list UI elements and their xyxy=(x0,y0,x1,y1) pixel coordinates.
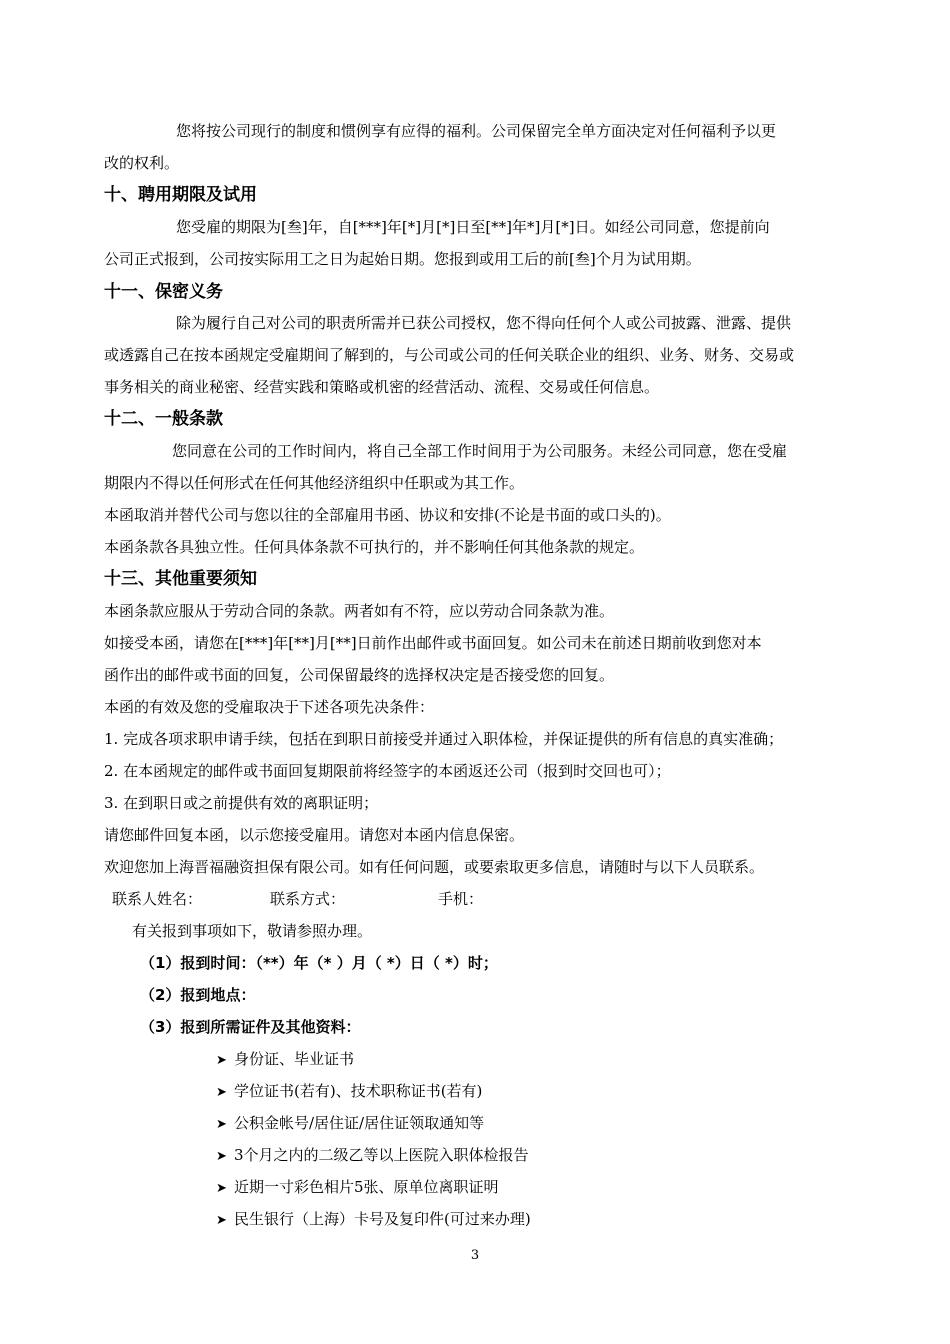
page-number: 3 xyxy=(470,1248,480,1263)
contact-mobile-label: 手机： xyxy=(438,890,484,908)
doc-item xyxy=(216,1177,499,1199)
term-line-2: 公司正式报到，公司按实际用工之日为起始日期。您报到或用工后的前[叁]个月为试用期。 xyxy=(104,250,701,268)
other-line-2: 如接受本函，请您在[***]年[**]月[**]日前作出邮件或书面回复。如公司未在前述日期前收到您对本 xyxy=(104,634,762,652)
section-10-heading: 十、聘用期限及试用 xyxy=(104,185,257,205)
confidentiality-line-3: 事务相关的商业秘密、经营实践和策略或机密的经营活动、流程、交易或任何信息。 xyxy=(104,378,660,396)
report-location: （2）报到地点： xyxy=(140,986,256,1004)
reply-line: 请您邮件回复本函，以示您接受雇用。请您对本函内信息保密。 xyxy=(104,826,525,844)
general-line-4: 本函条款各具独立性。任何具体条款不可执行的，并不影响任何其他条款的规定。 xyxy=(104,538,645,556)
other-line-1: 本函条款应服从于劳动合同的条款。两者如有不符，应以劳动合同条款为准。 xyxy=(104,602,615,620)
arrow-right-icon: ➤ xyxy=(216,1149,227,1164)
contact-method-label: 联系方式： xyxy=(270,890,346,908)
doc-item xyxy=(216,1209,531,1231)
confidentiality-line-2: 或透露自己在按本函规定受雇期间了解到的，与公司或公司的任何关联企业的组织、业务、财务、交易或 xyxy=(104,346,795,364)
arrow-right-icon: ➤ xyxy=(216,1053,227,1068)
condition-3: 3. 在到职日或之前提供有效的离职证明； xyxy=(104,794,379,812)
doc-item-text: 3个月之内的二级乙等以上医院入职体检报告 xyxy=(234,1146,529,1164)
contact-name-label: 联系人姓名： xyxy=(112,890,203,908)
section-11-heading: 十一、保密义务 xyxy=(104,282,223,302)
condition-2: 2. 在本函规定的邮件或书面回复期限前将经签字的本函返还公司（报到时交回也可）； xyxy=(104,762,671,780)
report-documents-heading: （3）报到所需证件及其他资料： xyxy=(140,1018,361,1036)
section-13-heading: 十三、其他重要须知 xyxy=(104,569,257,589)
condition-1: 1. 完成各项求职申请手续，包括在到职日前接受并通过入职体检，并保证提供的所有信息的真实准确； xyxy=(104,730,784,748)
doc-item xyxy=(216,1145,529,1167)
term-line-1: 您受雇的期限为[叁]年，自[***]年[*]月[*]日至[**]年*]月[*]日。如经公司同意，您提前向 xyxy=(176,218,770,236)
doc-item xyxy=(216,1081,482,1103)
benefits-line-1: 您将按公司现行的制度和惯例享有应得的福利。公司保留完全单方面决定对任何福利予以更 xyxy=(176,122,777,140)
arrow-right-icon: ➤ xyxy=(216,1085,227,1100)
doc-item xyxy=(216,1113,484,1135)
report-time: （1）报到时间：（**）年（* ）月（ *）日（ *）时； xyxy=(140,954,498,972)
doc-item-text: 公积金帐号/居住证/居住证领取通知等 xyxy=(234,1114,485,1132)
arrow-right-icon: ➤ xyxy=(216,1213,227,1228)
doc-item-text: 学位证书(若有)、技术职称证书(若有) xyxy=(234,1082,483,1100)
contact-line xyxy=(112,889,483,909)
benefits-line-2: 改的权利。 xyxy=(104,154,180,172)
report-intro: 有关报到事项如下，敬请参照办理。 xyxy=(132,922,373,940)
confidentiality-line-1: 除为履行自己对公司的职责所需并已获公司授权，您不得向任何个人或公司披露、泄露、提供 xyxy=(176,314,792,332)
doc-item-text: 身份证、毕业证书 xyxy=(234,1050,355,1068)
doc-item-text: 民生银行（上海）卡号及复印件(可过来办理) xyxy=(234,1210,531,1228)
general-line-2: 期限内不得以任何形式在任何其他经济组织中任职或为其工作。 xyxy=(104,474,525,492)
welcome-line: 欢迎您加上海晋福融资担保有限公司。如有任何问题，或要索取更多信息，请随时与以下人员联系。 xyxy=(104,858,765,876)
doc-item-text: 近期一寸彩色相片5张、原单位离职证明 xyxy=(234,1178,499,1196)
arrow-right-icon: ➤ xyxy=(216,1181,227,1196)
section-12-heading: 十二、一般条款 xyxy=(104,409,223,429)
general-line-3: 本函取消并替代公司与您以往的全部雇用书函、协议和安排(不论是书面的或口头的)。 xyxy=(104,506,671,524)
doc-item xyxy=(216,1049,354,1071)
arrow-right-icon: ➤ xyxy=(216,1117,227,1132)
general-line-1: 您同意在公司的工作时间内，将自己全部工作时间用于为公司服务。未经公司同意，您在受雇 xyxy=(172,442,788,460)
other-line-4: 本函的有效及您的受雇取决于下述各项先决条件： xyxy=(104,698,435,716)
other-line-3: 函作出的邮件或书面的回复，公司保留最终的选择权决定是否接受您的回复。 xyxy=(104,666,615,684)
